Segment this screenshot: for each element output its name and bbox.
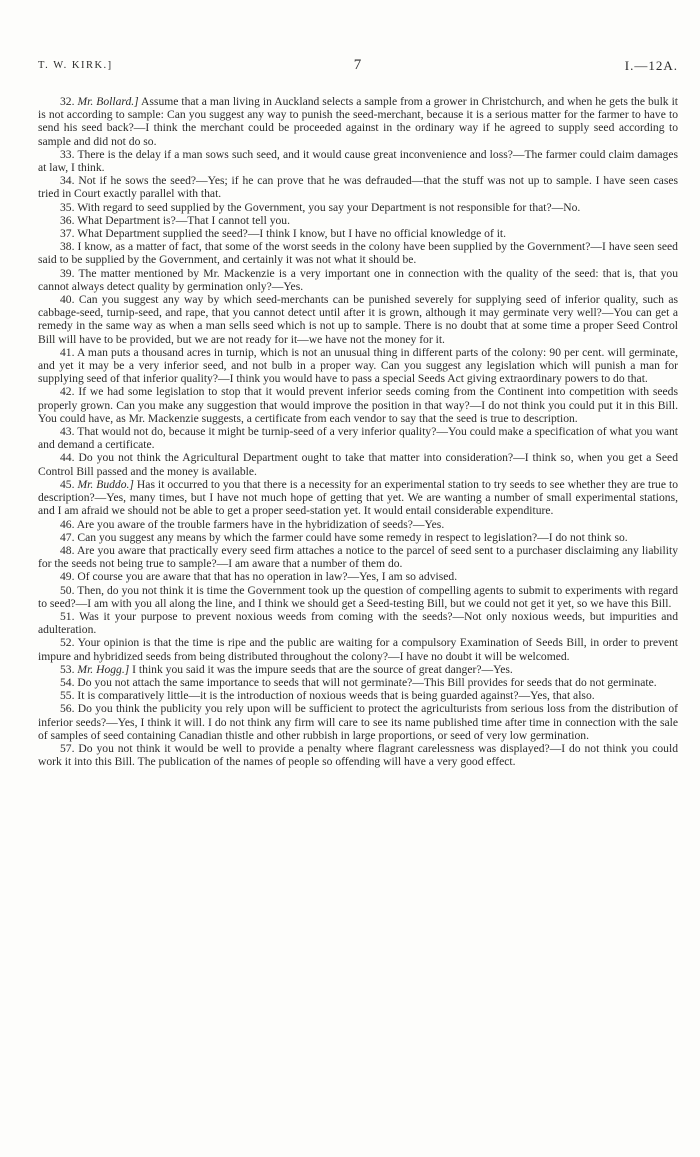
question-paragraph <box>38 201 678 214</box>
question-paragraph <box>38 742 678 768</box>
question-number: 54. <box>60 675 75 689</box>
question-paragraph <box>38 570 678 583</box>
question-answer-text: Do you not think the Agricultural Department ought to take that matter into consideration?—I think so, when you get a Seed Control Bill passed and the money is available. <box>38 451 678 478</box>
question-paragraph <box>38 702 678 742</box>
question-number: 42. <box>60 385 75 399</box>
question-paragraph <box>38 293 678 346</box>
page-header <box>38 58 678 76</box>
speaker-name: Mr. Bollard.] <box>77 95 139 108</box>
question-answer-text: Assume that a man living in Auckland selects a sample from a grower in Christchurch, and when he gets the bulk it is not according to sample: Can you suggest any way to punish the seed-merchant, because it is a serious matter for the farmer to have to send his seed back?—I think the merchant could be proceeded against in the ordinary way if he agreed to supply seed according to sample and did not do so. <box>38 95 679 148</box>
question-number: 32. <box>60 95 75 108</box>
question-paragraph <box>38 385 678 425</box>
question-number: 57. <box>60 741 75 755</box>
speaker-name: Mr. Hogg.] <box>77 662 130 676</box>
question-number: 48. <box>60 543 75 557</box>
question-paragraph <box>38 174 678 200</box>
question-paragraph <box>38 544 678 570</box>
question-number: 43. <box>60 425 75 439</box>
question-paragraph <box>38 425 678 451</box>
question-answer-text: Was it your purpose to prevent noxious weeds from coming with the seeds?—Not only noxious weeds, but impurities and adulteration. <box>38 609 678 637</box>
question-number: 50. <box>60 583 75 597</box>
question-answer-text: With regard to seed supplied by the Government, you say your Department is not responsible for that?—No. <box>77 200 581 214</box>
speaker-name: Mr. Buddo.] <box>77 477 134 491</box>
question-paragraph <box>38 636 678 662</box>
question-answer-text: I think you said it was the impure seeds that are the source of great danger?—Yes. <box>132 662 513 676</box>
question-answer-text: Are you aware that practically every seed firm attaches a notice to the parcel of seed sent to a purchaser disclaiming any liability for the seeds not being true to sample?—I am aware that a number of them do. <box>38 543 678 571</box>
question-paragraph <box>38 240 678 266</box>
question-answer-text: Can you suggest any way by which seed-merchants can be punished severely for supplying seed of inferior quality, such as cabbage-seed, turnip-seed, and rape, that you cannot detect until after it is grown, although it may germinate very well?—You can get a remedy in the same way as when a man sells seed which is not up to sample. There is no doubt that at some time a proper Seed Control Bill will have to be provided, but we are not ready for it—we have not the money for it. <box>38 293 678 346</box>
question-number: 35. <box>60 200 75 214</box>
header-witness-name: T. W. KIRK.] <box>38 60 113 71</box>
question-number: 33. <box>60 147 75 161</box>
question-number: 56. <box>60 702 75 716</box>
question-number: 45. <box>60 477 75 491</box>
paper-reference: I.—12A. <box>624 58 678 73</box>
question-paragraph <box>38 663 678 676</box>
question-paragraph <box>38 227 678 240</box>
question-answer-text: Then, do you not think it is time the Government took up the question of compelling agents to submit to experiments with regard to seed?—I am with you all along the line, and I think we should get a Seed-testing Bill, but we could not get it yet, so we have this Bill. <box>38 583 678 610</box>
question-answer-text: Do you not think it would be well to provide a penalty where flagrant carelessness was displayed?—I do not think you could work it into this Bill. The publication of the names of people so offending will have a very good effect. <box>38 741 678 769</box>
question-answer-text: Not if he sows the seed?—Yes; if he can prove that he was defrauded—that the stuff was not up to sample. I have seen cases tried in Court exactly parallel with that. <box>38 174 678 201</box>
question-paragraph <box>38 478 678 518</box>
question-paragraph <box>38 95 678 148</box>
question-paragraph <box>38 676 678 689</box>
question-number: 34. <box>60 174 75 188</box>
question-paragraph <box>38 346 678 386</box>
question-number: 41. <box>60 345 75 359</box>
question-answer-text: Do you not attach the same importance to seeds that will not germinate?—This Bill provides for seeds that do not germinate. <box>77 675 657 689</box>
question-paragraph <box>38 689 678 702</box>
question-paragraph <box>38 148 678 174</box>
question-answer-text: The matter mentioned by Mr. Mackenzie is a very important one in connection with the quality of the seed: that is, that you cannot always detect quality by germination only?—Yes. <box>38 266 678 293</box>
question-answer-text: Your opinion is that the time is ripe and the public are waiting for a compulsory Examination of Seeds Bill, in order to prevent impure and hybridized seeds from being distributed throughout the colony?—I have no doubt it will be welcomed. <box>38 636 679 663</box>
question-paragraph <box>38 451 678 477</box>
question-number: 55. <box>60 689 75 703</box>
question-number: 36. <box>60 213 75 227</box>
question-answer-text: Of course you are aware that that has no operation in law?—Yes, I am so advised. <box>77 570 458 584</box>
question-answer-text: Can you suggest any means by which the farmer could have some remedy in respect to legislation?—I do not think so. <box>77 530 628 544</box>
question-number: 53. <box>60 662 75 676</box>
question-number: 38. <box>60 240 75 254</box>
page-number: 7 <box>353 57 363 73</box>
question-number: 47. <box>60 530 75 544</box>
question-paragraph <box>38 610 678 636</box>
question-answer-text: That would not do, because it might be turnip-seed of a very inferior quality?—You could make a specification of what you want and demand a certificate. <box>38 425 678 452</box>
question-answer-text: A man puts a thousand acres in turnip, which is not an unusual thing in different parts of the colony: 90 per cent. will germinate, and yet it may be a very inferior seed, and not bulb in a proper way. Can you suggest any legislation which will punish a man for supplying seed of that inferior quality?—I think you would have to pass a special Seeds Act giving extraordinary powers to do that. <box>38 345 678 386</box>
question-answer-text: If we had some legislation to stop that it would prevent inferior seeds coming from the Continent into competition with seeds properly grown. Can you make any suggestion that would improve the position in that way?—I do not think you could put it in this Bill. You could have, as Mr. Mackenzie suggests, a certificate from each vendor to say that the seed is true to description. <box>38 385 678 425</box>
question-number: 39. <box>60 266 75 280</box>
minutes-of-evidence <box>38 95 678 768</box>
question-paragraph <box>38 531 678 544</box>
question-answer-text: What Department is?—That I cannot tell you. <box>77 213 291 227</box>
question-answer-text: Do you think the publicity you rely upon will be sufficient to protect the agriculturists from serious loss from the distribution of inferior seeds?—Yes, I think it will. I do not think any firm will care to see its name published time after time in connection with the sale of samples of seed containing Canadian thistle and other rubbish in large proportions, or seed of very low germination. <box>38 702 678 742</box>
question-number: 37. <box>60 227 75 241</box>
question-paragraph <box>38 584 678 610</box>
question-number: 49. <box>60 570 75 584</box>
question-paragraph <box>38 214 678 227</box>
question-answer-text: What Department supplied the seed?—I think I know, but I have no official knowledge of it. <box>77 227 507 241</box>
question-number: 44. <box>60 451 75 465</box>
question-answer-text: It is comparatively little—it is the introduction of noxious weeds that is being guarded against?—Yes, that also. <box>77 689 595 703</box>
question-answer-text: There is the delay if a man sows such seed, and it would cause great inconvenience and loss?—The farmer could claim damages at law, I think. <box>38 147 678 175</box>
question-number: 51. <box>60 609 75 623</box>
question-number: 52. <box>60 636 75 650</box>
question-number: 46. <box>60 517 75 531</box>
question-number: 40. <box>60 293 75 307</box>
question-answer-text: I know, as a matter of fact, that some of the worst seeds in the colony have been supplied by the Government?—I have seen seed said to be supplied by the Government, and certainly it was not what it should be. <box>38 240 678 267</box>
question-answer-text: Are you aware of the trouble farmers have in the hybridization of seeds?—Yes. <box>76 517 445 531</box>
question-paragraph <box>38 518 678 531</box>
question-answer-text: Has it occurred to you that there is a necessity for an experimental station to try seeds to see whether they are true to description?—Yes, many times, but I have not much hope of getting that yet. We are wanting a number of small experimental stations, and I am afraid we should not be able to get a proper seed-station yet. It would entail considerable expenditure. <box>38 477 678 518</box>
question-paragraph <box>38 267 678 293</box>
